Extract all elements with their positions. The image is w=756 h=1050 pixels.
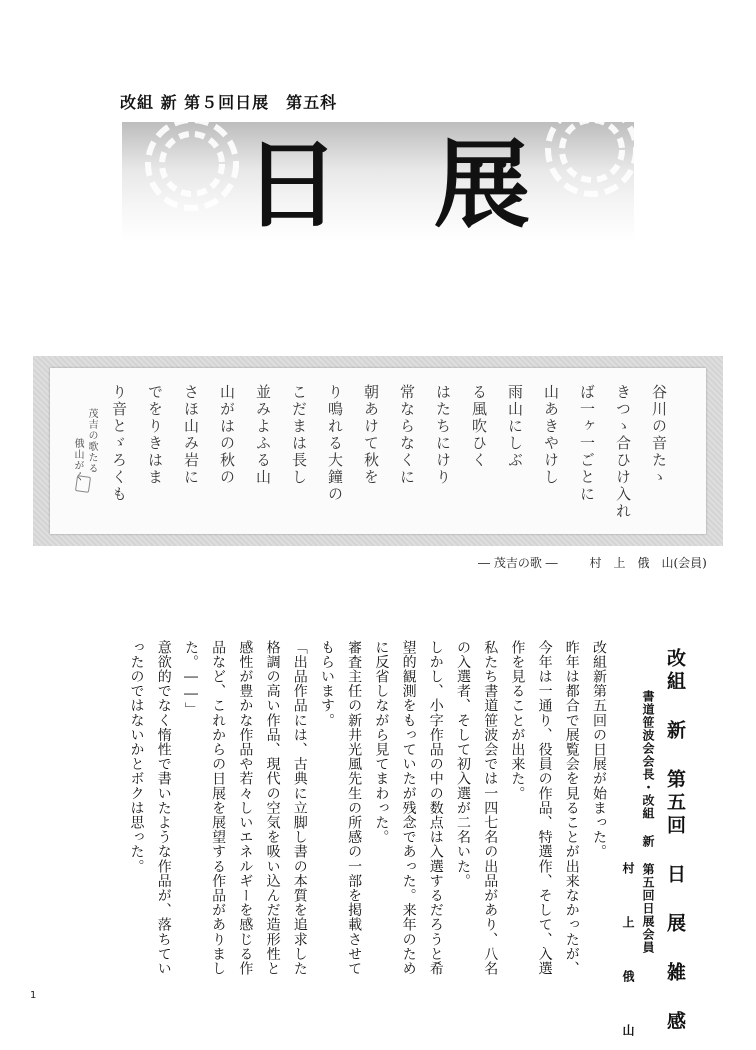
caption	[478, 554, 724, 571]
calligraphy-column: 雨山にしぶ	[506, 384, 524, 469]
calligraphy-column: 朝あけて秋を	[362, 384, 380, 486]
essay-title: 改組 新 第五回 日 展 雑 感	[664, 648, 686, 1034]
calligraphy-column: こだまは長し	[290, 384, 308, 486]
calligraphy-column: 山あきやけし	[542, 384, 560, 486]
page-number: 1	[30, 990, 37, 1001]
calligraphy-signature: 茂吉の歌たる	[86, 408, 97, 474]
essay-affiliation: 書道笹波会会長・改組 新 第五回日展会員	[641, 690, 655, 954]
essay-paragraph: しかし、小字作品の中の数点は入選するだろうと希望的観測をもっていたが残念であった。来年のために反省しながら見てまわった。	[373, 640, 444, 976]
essay-author: 村 上 俄 山	[621, 862, 635, 1050]
seal-stamp	[75, 475, 91, 493]
essay-paragraph: 私たち書道笹波会では一四七名の出品があり、八名の入選者、そして初入選が二名いた。	[454, 640, 499, 976]
essay-body	[52, 640, 612, 985]
calligraphy-column: はたちにけり	[434, 384, 452, 486]
banner-title-left: 日	[244, 128, 340, 241]
calligraphy-paper	[50, 368, 706, 534]
essay-paragraph: 改組新第五回の日展が始まった。	[591, 640, 607, 859]
calligraphy-column: 谷川の音たゝ	[650, 384, 668, 486]
caption-title: ― 茂吉の歌 ―	[478, 556, 558, 570]
calligraphy-column: り鳴れる大鐘の	[326, 384, 344, 503]
caption-author: 村 上 俄 山(会員)	[589, 556, 707, 570]
banner	[122, 122, 634, 242]
header-line: 改組 新 第５回日展 第五科	[120, 93, 338, 112]
calligraphy-column: 並みよふる山	[254, 384, 272, 486]
essay-paragraph: 意欲的でなく惰性で書いたような作品が、落ちていったのではないかとボクは思った。	[128, 640, 172, 976]
calligraphy-column: さほ山み岩に	[182, 384, 200, 486]
essay-paragraph: 昨年は都合で展覧会を見ることが出来なかったが、今年は一通り、役員の作品、特選作、そして、入選作を見ることが出来た。	[509, 640, 580, 976]
calligraphy-column: ば一ヶ一ごとに	[578, 384, 596, 503]
calligraphy-column: でをりきはま	[146, 384, 164, 486]
essay-paragraph: 「出品作品には、古典に立脚し書の本質を追求した格調の高い作品、現代の空気を吸い込んだ造形性と感性が豊かな作品や若々しいエネルギーを感じる作品など、これからの日展を展望する作品がありました。――」	[182, 640, 308, 976]
calligraphy-column: る風吹ひく	[470, 384, 488, 469]
calligraphy-column: きつゝ合ひけ入れ	[614, 384, 632, 520]
calligraphy-signature: 俄山がく	[72, 438, 83, 482]
banner-title-right: 展	[434, 128, 530, 241]
calligraphy-column: 山がはの秋の	[218, 384, 236, 486]
calligraphy-column: り音とゞろくも	[110, 384, 128, 503]
pine-ring-decoration-icon	[122, 122, 634, 242]
calligraphy-column: 常ならなくに	[398, 384, 416, 486]
essay-paragraph: 審査主任の新井光風先生の所感の一部を掲載させてもらいます。	[318, 640, 363, 976]
